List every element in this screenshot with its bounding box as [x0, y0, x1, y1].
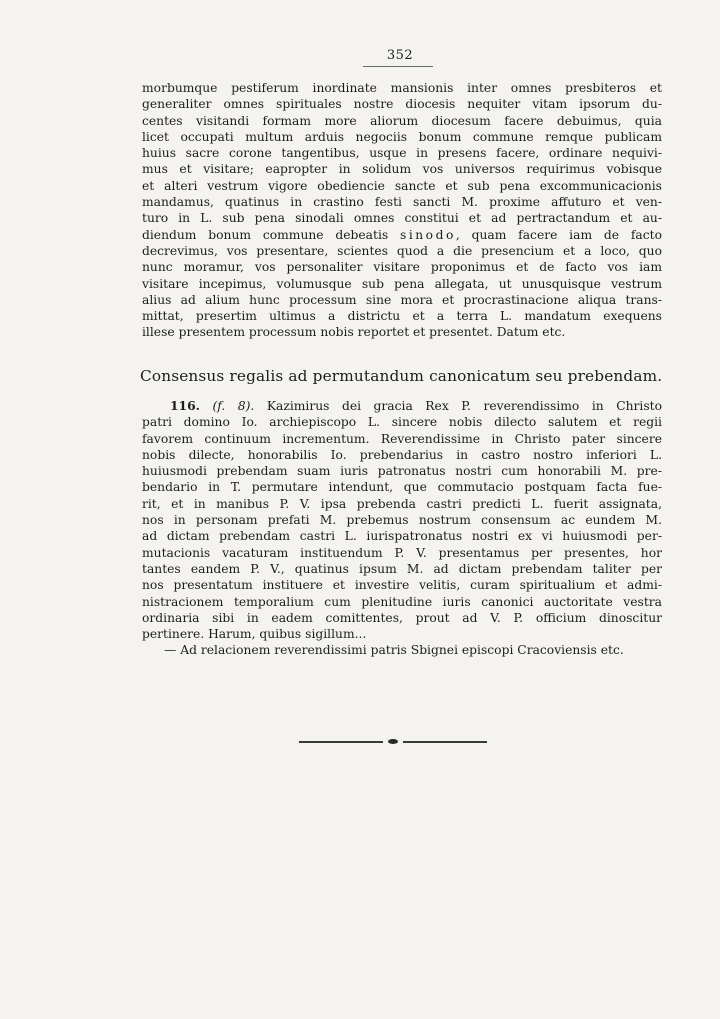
text-line: ad dictam prebendam castri L. iurispatronatus nostri ex vi huiusmodi per-: [142, 529, 662, 544]
page-number-rule: [363, 66, 433, 67]
text-line: licet occupati multum arduis negociis bonum commune remque publicam: [142, 129, 662, 144]
document-first-line: [142, 398, 662, 414]
text-line: turo in L. sub pena sinodali omnes constitui et ad pertractandum et au-: [142, 211, 662, 226]
closing-line: — Ad relacionem reverendissimi patris Sbignei episcopi Cracoviensis etc.: [164, 643, 624, 658]
text-line: mutacionis vacaturam instituendum P. V. presentamus per presentes, hor: [142, 545, 662, 560]
text-line: alius ad alium hunc processum sine mora et procrastinacione aliqua trans-: [142, 292, 662, 307]
text-line: nos presentatum instituere et investire velitis, curam spiritualium et admi-: [142, 578, 662, 593]
text-line: huiusmodi prebendam suam iuris patronatus nostri cum honorabili M. pre-: [142, 464, 662, 479]
paragraph-continued-text: [142, 80, 662, 341]
text-line: decrevimus, vos presentare, scientes quod a die presencium et a loco, quo: [142, 243, 662, 258]
text-line: rit, et in manibus P. V. ipsa prebenda castri predicti L. fuerit assignata,: [142, 496, 662, 511]
text-line: patri domino Io. archiepiscopo L. sincere nobis dilecto salutem et regii: [142, 415, 662, 430]
text-line: nobis dilecte, honorabilis Io. prebendarius in castro nostro inferiori L.: [142, 447, 662, 462]
text-line: visitare incepimus, volumusque sub pena allegata, ut unusquisque vestrum: [142, 276, 662, 291]
text-line-sinodo: diendum bonum commune debeatis sinodo, quam facere iam de facto: [142, 227, 662, 242]
document-116: [142, 398, 662, 659]
text-line: nunc moramur, vos personaliter visitare proponimus et de facto vos iam: [142, 260, 662, 275]
spaced-word: sinodo: [400, 227, 456, 242]
folio-reference: (f. 8).: [212, 399, 255, 413]
text-line: ordinaria sibi in eadem comittentes, prout ad V. P. officium dinoscitur: [142, 610, 662, 625]
text-line: morbumque pestiferum inordinate mansionis inter omnes presbiteros et: [142, 81, 662, 95]
end-ornament-rule: [299, 739, 487, 745]
text-line: mus et visitare; eapropter in solidum vos universos requirimus vobisque: [142, 162, 662, 177]
document-number: 116.: [170, 398, 200, 413]
text-line: centes visitandi formam more aliorum diocesum facere debuimus, quia: [142, 113, 662, 128]
text-line: et alteri vestrum vigore obediencie sancte et sub pena excommunicacionis: [142, 178, 662, 193]
text-line: generaliter omnes spirituales nostre diocesis nequiter vitam ipsorum du-: [142, 97, 662, 112]
text-line: nos in personam prefati M. prebemus nostrum consensum ac eundem M.: [142, 513, 662, 528]
text-line: huius sacre corone tangentibus, usque in presens facere, ordinare nequivi-: [142, 146, 662, 161]
page-number: 352: [386, 48, 414, 63]
ornament-dot: [388, 739, 398, 744]
ornament-bar-right: [403, 741, 487, 743]
text-line: favorem continuum incrementum. Reverendissime in Christo pater sincere: [142, 431, 662, 446]
text-line: nistracionem temporalium cum plenitudine iuris canonici auctoritate vestra: [142, 594, 662, 609]
text-line: bendario in T. permutare intendunt, que commutacio postquam facta fue-: [142, 480, 662, 495]
text-line: mandamus, quatinus in crastino festi sancti M. proxime affuturo et ven-: [142, 195, 662, 210]
text-line-start: Kazimirus dei gracia Rex P. reverendissimo in Christo: [266, 399, 662, 413]
text-line-last: illese presentem processum nobis reportet et presentet. Datum etc.: [142, 325, 566, 340]
text-line-last: pertinere. Harum, quibus sigillum...: [142, 627, 367, 642]
ornament-bar-left: [299, 741, 383, 743]
text-line: tantes eandem P. V., quatinus ipsum M. ad dictam prebendam taliter per: [142, 561, 662, 576]
section-heading: Consensus regalis ad permutandum canonicatum seu prebendam.: [140, 367, 663, 385]
text-line: mittat, presertim ultimus a districtu et a terra L. mandatum exequens: [142, 309, 662, 324]
